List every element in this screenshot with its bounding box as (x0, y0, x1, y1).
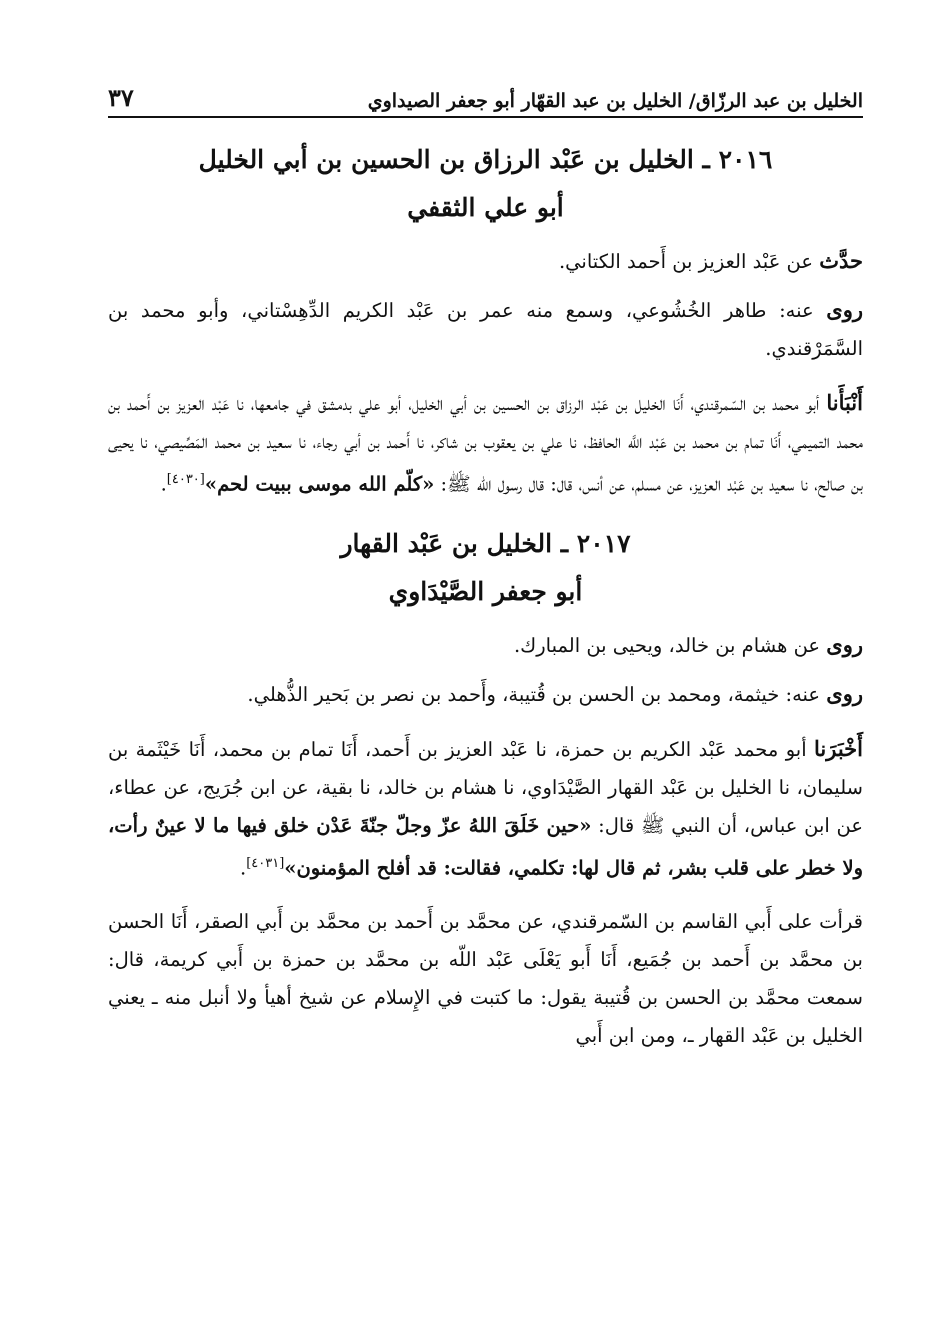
entry-2017 (108, 520, 863, 1056)
entry-2016 (108, 136, 863, 504)
paragraph-end: . (239, 856, 247, 879)
paragraph-text: عنه: خيثمة، ومحمد بن الحسن بن قُتيبة، وأَحمد بن نصر بن بَحير الذُّهلي. (247, 682, 827, 706)
paragraph-lead: أَنْبَأَنا (826, 390, 863, 415)
paragraph-lead: روى (826, 297, 863, 322)
entry-title-line2: أبو علي الثقفي (407, 193, 564, 222)
paragraph-text: عن عَبْد العزيز بن أَحمد الكتاني. (558, 250, 820, 273)
paragraph (108, 384, 863, 504)
paragraph-lead: أَخْبَرَنا (814, 735, 863, 761)
page-number: ٣٧ (108, 83, 134, 112)
entry-title-line1: ٢٠١٦ ـ الخليل بن عَبْد الرزاق بن الحسين بن أبي الخليل (198, 145, 773, 174)
paragraph-lead: روى (826, 680, 863, 706)
paragraph (108, 626, 863, 665)
running-title: الخليل بن عبد الرزّاق/ الخليل بن عبد القهّار أبو جعفر الصيداوي (367, 90, 863, 112)
entry-title-line1: ٢٠١٧ ـ الخليل بن عَبْد القهار (340, 528, 631, 558)
paragraph-text: عنه: طاهر الخُشُوعي، وسمع منه عمر بن عَبْد الكريم الدِّهِسْتاني، وأبو محمد بن السَّمَرْقندي. (108, 299, 863, 360)
paragraph-text: أبو محمد بن السّمرقندي، أَنَا الخليل بن عَبْد الرزاق بن الحسين بن أبي الخليل، أبو علي بدمشق في جامعها، نا عَبْد العزيز بن أَحمد بن محمد التميمي، أَنَا تمام بن محمد بن عَبْد اللَّه الحافظ، نا علي بن يعقوب بن شاكر، نا أَحمد بن أبي رجاء، نا سعيد بن محمد المَصِّيصي، نا يحيى بن صالح، نا سعيد بن عَبْد العزيز، عن مسلم، عن أنس، قال: قال رسول الله ﷺ: (108, 392, 863, 496)
paragraph-text: عن هشام بن خالد، ويحيى بن المبارك. (513, 633, 827, 657)
page-header (108, 72, 863, 118)
footnote-ref: [٤٠٣١] (246, 855, 285, 871)
paragraph-text: أبو محمد عَبْد الكريم بن حمزة، نا عَبْد العزيز بن أَحمد، أَنَا تمام بن محمد، أَنَا خَيْثَمة بن سليمان، نا الخليل بن عَبْد القهار الصَّيْدَاوي، نا هشام بن خالد، نا بقية، عن ابن جُرَيج، عن عطاء، عن ابن عباس، أن النبي ﷺ قال: (108, 737, 863, 837)
paragraph: قرأت على أَبي القاسم بن السّمرقندي، عن محمَّد بن أَحمد بن محمَّد بن أَبي الصقر، أَنَا الحسن بن محمَّد بن أَحمد بن جُمَيع، أَنَا أَبو يَعْلَى عَبْد اللّه بن محمَّد بن حمزة بن أَبي كريمة، قال: سمعت محمَّد بن الحسن بن قُتيبة يقول: ما كتبت في الإِسلام عن شيخ أهيأ ولا أنبل منه ـ يعني الخليل بن عَبْد القهار ـ، ومن ابن أَبي (108, 910, 863, 1047)
paragraph-lead: حدَّث (819, 248, 863, 273)
paragraph (108, 291, 863, 368)
footnote-ref: [٤٠٣٠] (166, 472, 205, 487)
hadith-quote: «حين خَلَقَ اللهُ عزّ وجلّ جنّةَ عَدْن خلق فيها ما لا عينٌ رأت، ولا خطر على قلب بشر، ثم قال لها: تكلمي، فقالت: قد أفلح المؤمنون» (108, 813, 863, 879)
hadith-quote: «كلّم الله موسى ببيت لحم» (204, 472, 435, 496)
page (108, 72, 863, 1055)
paragraph (108, 242, 863, 281)
paragraph (108, 675, 863, 714)
paragraph-end: . (160, 472, 167, 496)
paragraph (108, 730, 863, 888)
paragraph-lead: روى (826, 631, 863, 657)
entry-title-line2: أبو جعفر الصَّيْدَاوي (388, 576, 583, 606)
